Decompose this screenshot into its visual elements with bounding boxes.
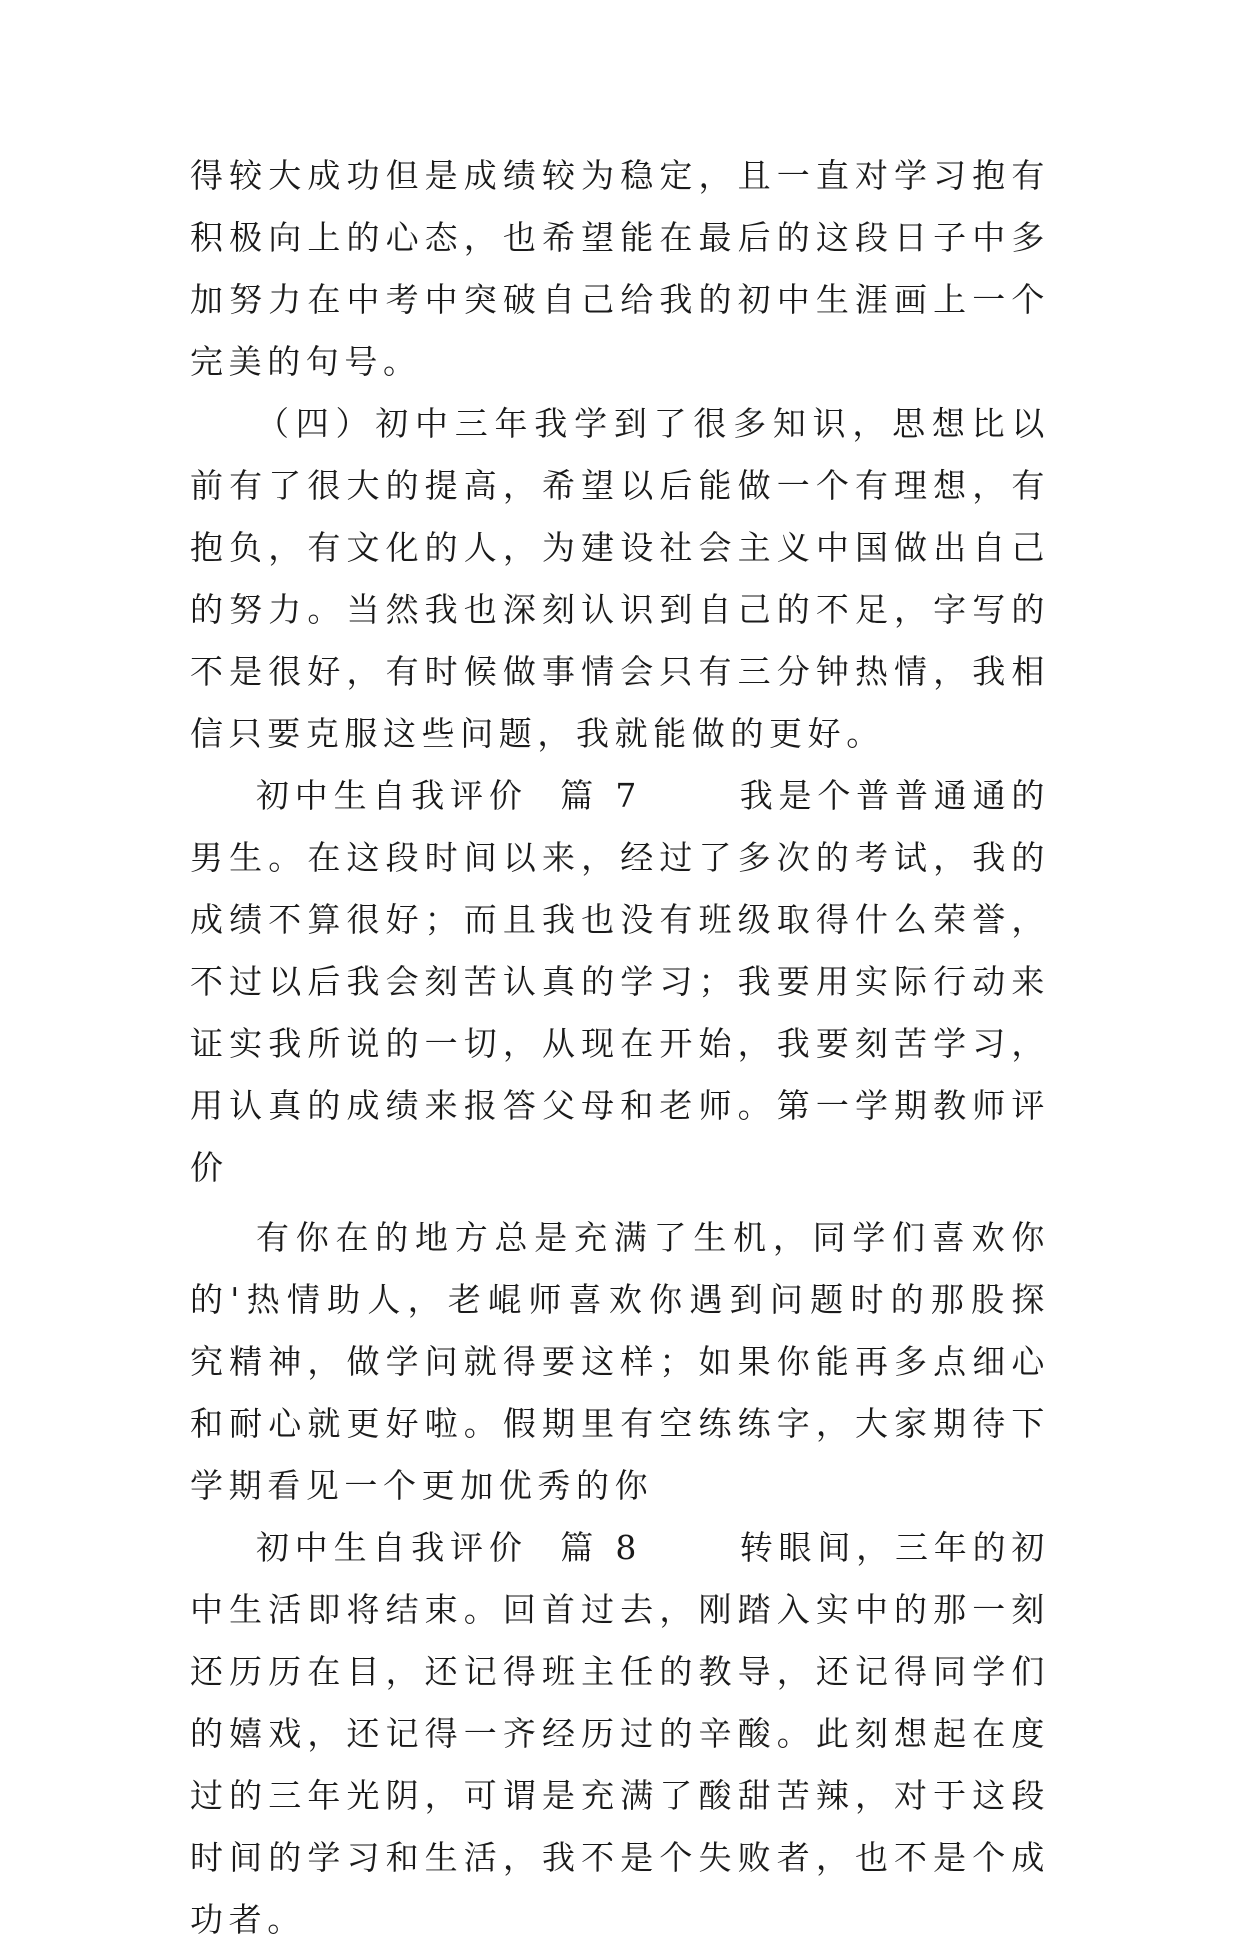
- paragraph-section-four: （四）初中三年我学到了很多知识，思想比以前有了很大的提高，希望以后能做一个有理想，有抱负，有文化的人，为建设社会主义中国做出自己的努力。当然我也深刻认识到自己的不足，字写的不是很好，有时候做事情会只有三分钟热情，我相信只要克服这些问题，我就能做的更好。: [190, 404, 1050, 753]
- paragraph-continuation: 得较大成功但是成绩较为稳定，且一直对学习抱有积极向上的心态，也希望能在最后的这段日子中多加努力在中考中突破自己给我的初中生涯画上一个完美的句号。: [190, 156, 1050, 381]
- document-body: [190, 145, 1050, 1951]
- paragraph-essay-8: 初中生自我评价 篇 8 转眼间，三年的初中生活即将结束。回首过去，刚踏入实中的那一刻还历历在目，还记得班主任的教导，还记得同学们的嬉戏，还记得一齐经历过的辛酸。此刻想起在度过的三年光阴，可谓是充满了酸甜苦辣，对于这段时间的学习和生活，我不是个失败者，也不是个成功者。: [190, 1528, 1050, 1939]
- paragraph-teacher-comment: 有你在的地方总是充满了生机，同学们喜欢你的'热情助人，老崐师喜欢你遇到问题时的那股探究精神，做学问就得要这样；如果你能再多点细心和耐心就更好啦。假期里有空练练字，大家期待下学期看见一个更加优秀的你: [190, 1218, 1050, 1505]
- paragraph-essay-7: 初中生自我评价 篇 7 我是个普普通通的男生。在这段时间以来，经过了多次的考试，我的成绩不算很好；而且我也没有班级取得什么荣誉，不过以后我会刻苦认真的学习；我要用实际行动来证实我所说的一切，从现在开始，我要刻苦学习，用认真的成绩来报答父母和老师。第一学期教师评价: [190, 776, 1050, 1187]
